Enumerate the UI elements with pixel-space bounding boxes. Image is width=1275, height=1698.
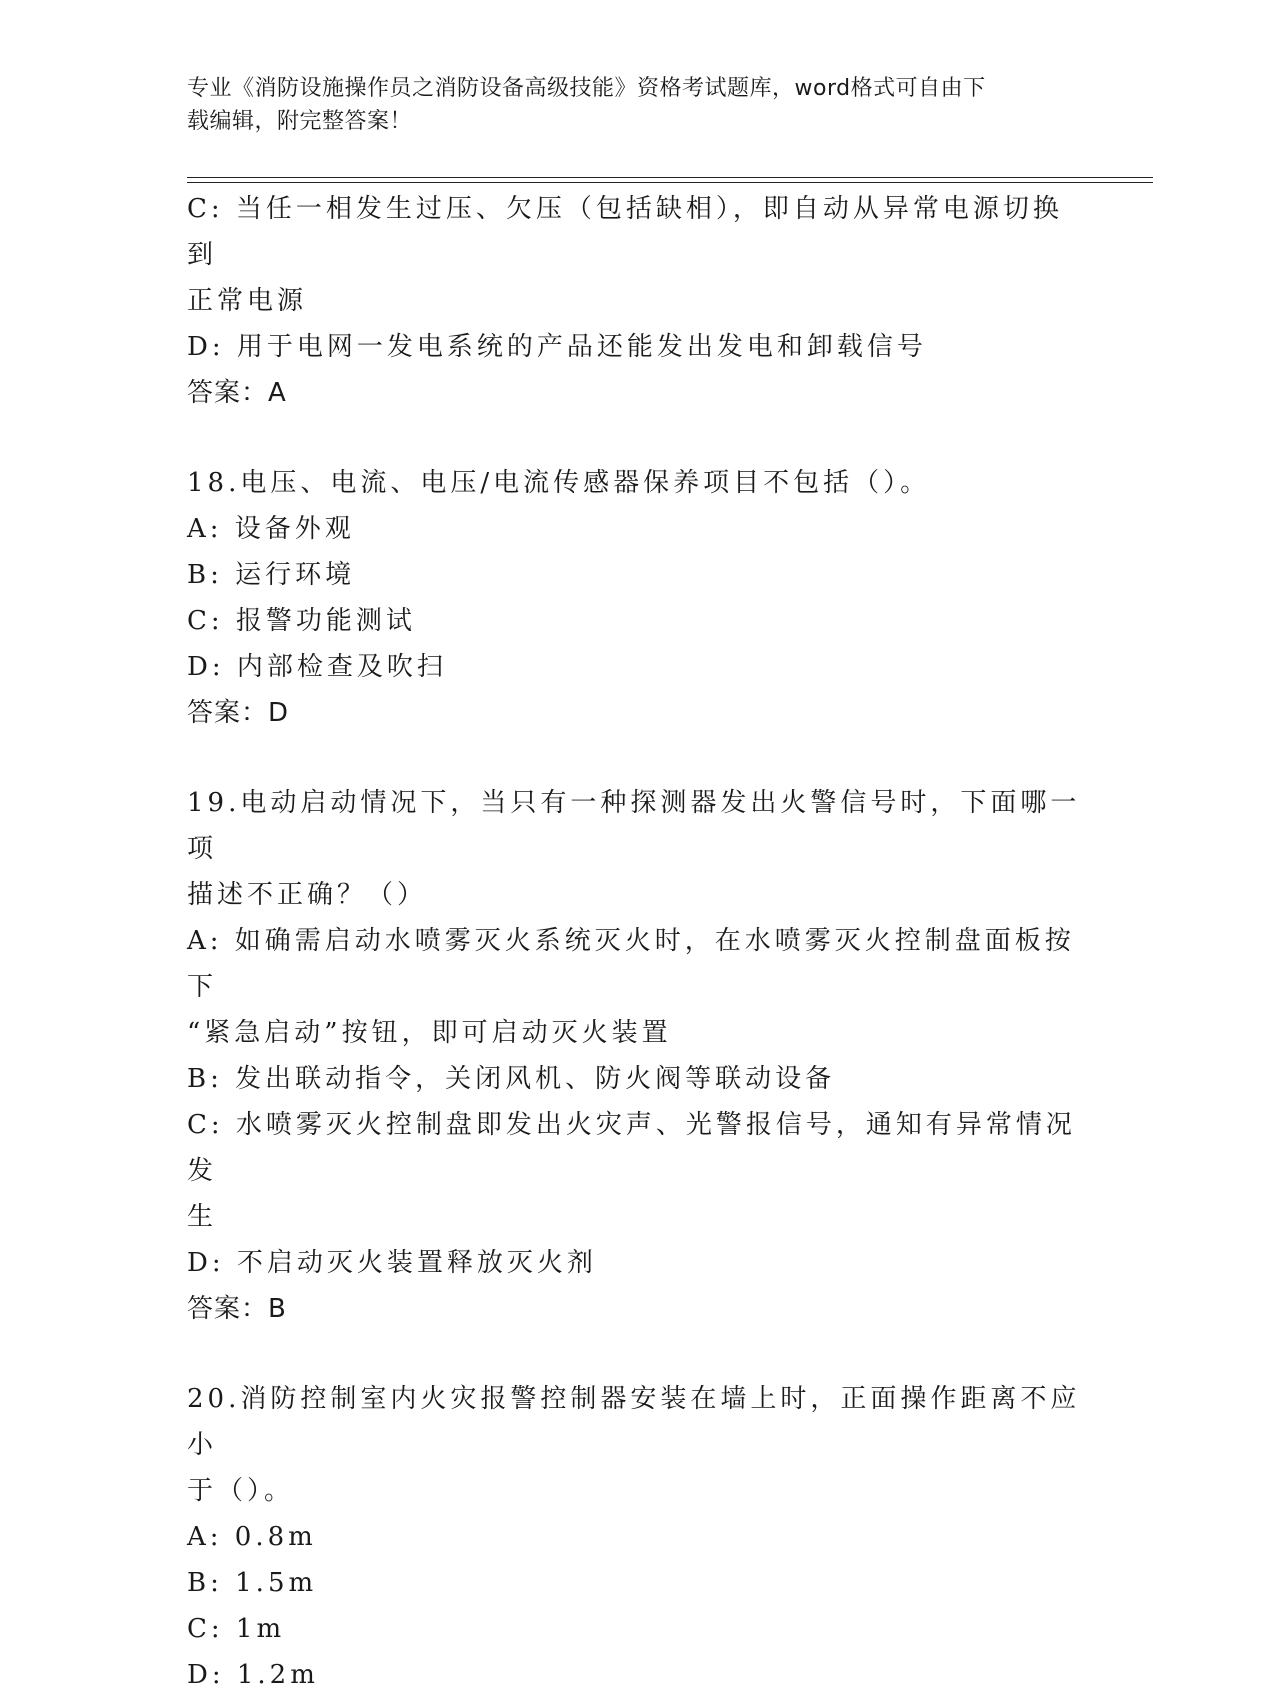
header-divider-bottom (187, 182, 1153, 183)
question-stem: 18.电压、电流、电压/电流传感器保养项目不包括（）。 (187, 468, 931, 498)
spacer (187, 416, 1087, 460)
option-d: D: 用于电网一发电系统的产品还能发出发电和卸载信号 (187, 332, 927, 362)
option-b: B: 发出联动指令，关闭风机、防火阀等联动设备 (187, 1064, 836, 1094)
option-a-continued: “紧急启动”按钮，即可启动灭火装置 (187, 1018, 672, 1048)
spacer (187, 1332, 1087, 1376)
option-a: A: 如确需启动水喷雾灭火系统灭火时，在水喷雾灭火控制盘面板按下 (187, 926, 1075, 1002)
question-stem-continued: 于（）。 (187, 1476, 295, 1506)
option-d: D: 不启动灭火装置释放灭火剂 (187, 1248, 597, 1278)
option-c: C: 1m (187, 1614, 286, 1644)
option-d: D: 内部检查及吹扫 (187, 652, 447, 682)
question-stem: 19.电动启动情况下，当只有一种探测器发出火警信号时，下面哪一项 (187, 788, 1081, 864)
option-c: C: 当任一相发生过压、欠压（包括缺相），即自动从异常电源切换到 (187, 194, 1063, 270)
answer: 答案：A (187, 378, 287, 408)
header-divider-top (187, 177, 1153, 178)
spacer (187, 736, 1087, 780)
document-header (187, 72, 1087, 138)
option-a: A: 设备外观 (187, 514, 355, 544)
option-b: B: 1.5m (187, 1568, 318, 1598)
question-18 (187, 460, 1087, 736)
option-c-continued: 生 (187, 1202, 218, 1232)
option-b: B: 运行环境 (187, 560, 356, 590)
header-line-1: 专业《消防设施操作员之消防设备高级技能》资格考试题库，word格式可自由下 (187, 76, 986, 101)
answer: 答案：B (187, 1294, 287, 1324)
option-d: D: 1.2m (187, 1660, 319, 1690)
option-a: A: 0.8m (187, 1522, 317, 1552)
question-stem-continued: 描述不正确？（） (187, 880, 428, 910)
answer: 答案：D (187, 698, 290, 728)
option-c-continued: 正常电源 (187, 286, 308, 316)
option-c: C: 水喷雾灭火控制盘即发出火灾声、光警报信号，通知有异常情况发 (187, 1110, 1076, 1186)
header-line-2: 载编辑，附完整答案！ (187, 109, 413, 134)
question-19 (187, 780, 1087, 1332)
question-stem: 20.消防控制室内火灾报警控制器安装在墙上时，正面操作距离不应小 (187, 1384, 1081, 1460)
question-content (187, 186, 1087, 1698)
option-c: C: 报警功能测试 (187, 606, 416, 636)
carryover-question (187, 186, 1087, 416)
